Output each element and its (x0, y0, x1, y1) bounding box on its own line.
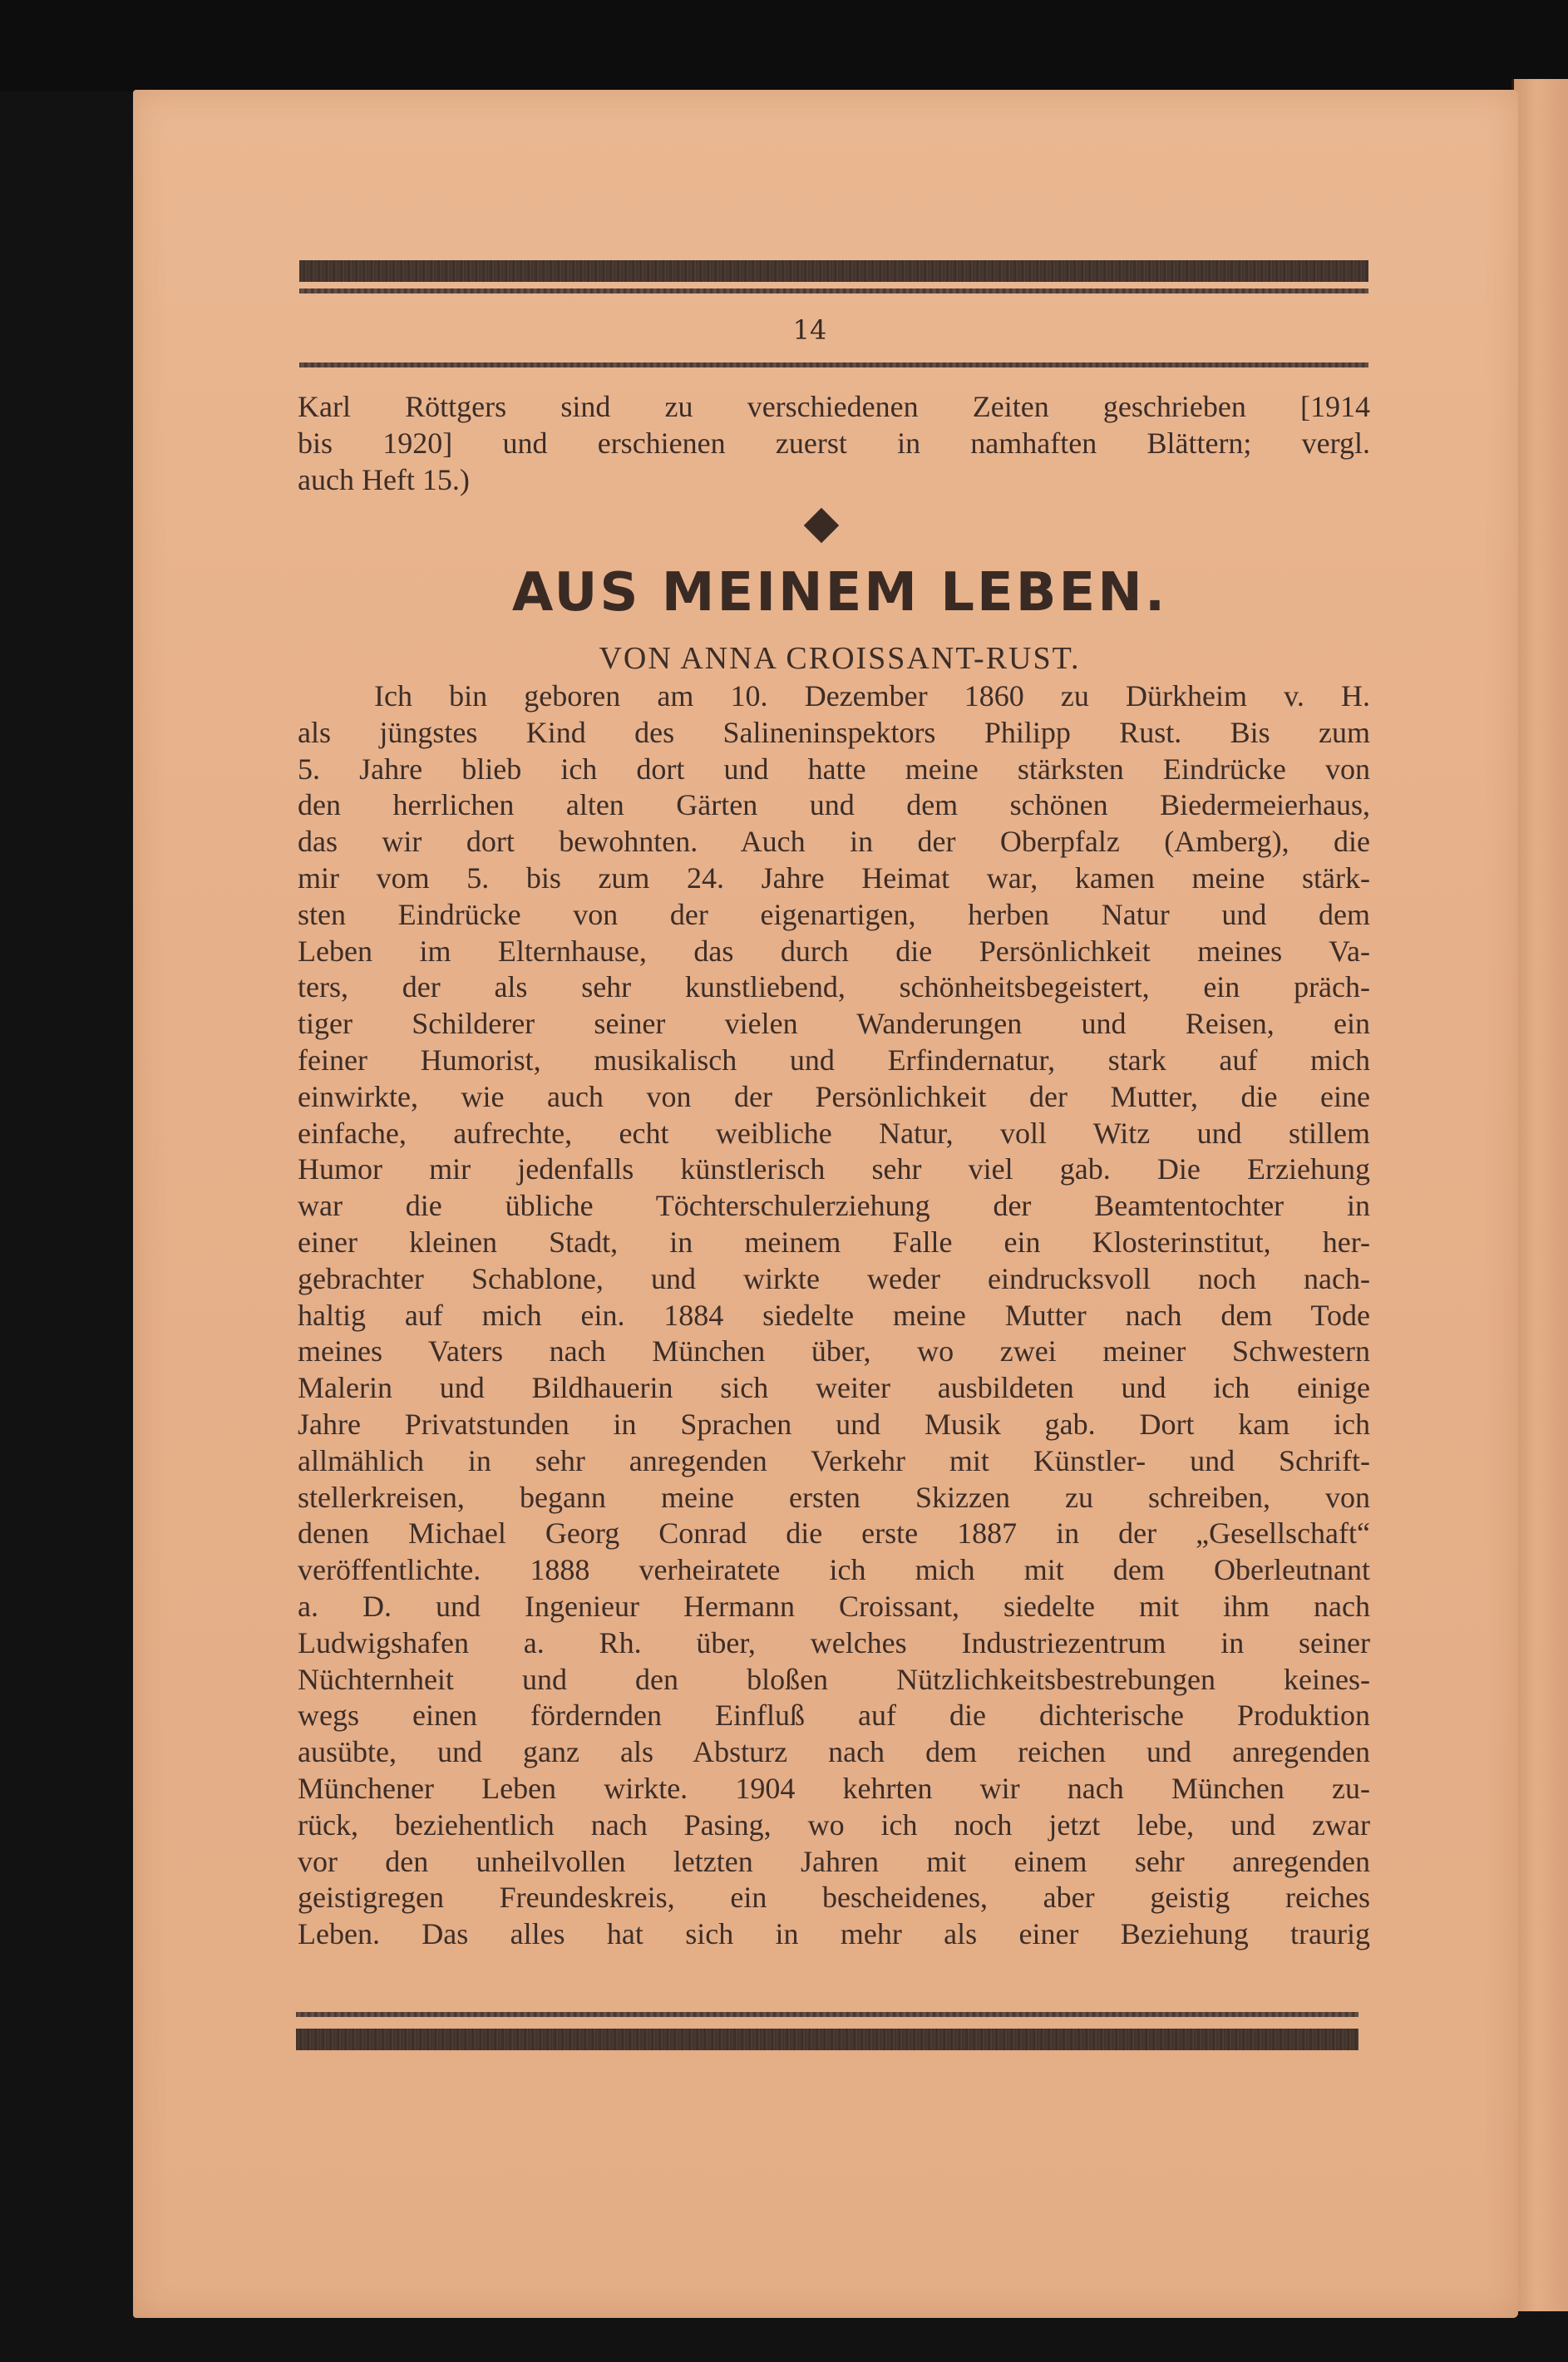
intro-line: Karl Röttgers sind zu verschiedenen Zeiten geschrieben [1914 (298, 390, 1370, 423)
body-line: veröffentlichte. 1888 verheiratete ich mich mit dem Oberleutnant (298, 1553, 1370, 1587)
top-rule-thin-1 (299, 288, 1368, 293)
body-line: Humor mir jedenfalls künstlerisch sehr viel gab. Die Erziehung (298, 1152, 1370, 1186)
body-line: haltig auf mich ein. 1884 siedelte meine Mutter nach dem Tode (298, 1298, 1370, 1332)
body-line: meines Vaters nach München über, wo zwei meiner Schwestern (298, 1334, 1370, 1368)
body-line: gebrachter Schablone, und wirkte weder eindrucksvoll noch nach- (298, 1261, 1370, 1295)
bottom-rule-thin (296, 2012, 1358, 2017)
article-body (298, 678, 1370, 1953)
intro-paragraph (298, 389, 1370, 498)
body-line: Nüchternheit und den bloßen Nützlichkeitsbestrebungen keines- (298, 1662, 1370, 1696)
top-rule-thick (299, 260, 1368, 282)
body-line: Ich bin geboren am 10. Dezember 1860 zu Dürkheim v. H. (374, 679, 1370, 713)
body-line: allmählich in sehr anregenden Verkehr mit Künstler- und Schrift- (298, 1443, 1370, 1477)
body-line: Ludwigshafen a. Rh. über, welches Industriezentrum in seiner (298, 1625, 1370, 1659)
body-line: stellerkreisen, begann meine ersten Skizzen zu schreiben, von (298, 1480, 1370, 1514)
adjacent-page-edge (1511, 79, 1568, 2311)
bottom-rule-thick (296, 2029, 1358, 2050)
body-line: den herrlichen alten Gärten und dem schönen Biedermeierhaus, (298, 788, 1370, 822)
top-rule-thin-2 (299, 362, 1368, 367)
body-line: einer kleinen Stadt, in meinem Falle ein Klosterinstitut, her- (298, 1225, 1370, 1259)
intro-line: auch Heft 15.) (298, 462, 470, 496)
body-line: Münchener Leben wirkte. 1904 kehrten wir nach München zu- (298, 1771, 1370, 1805)
body-line: a. D. und Ingenieur Hermann Croissant, siedelte mit ihm nach (298, 1589, 1370, 1623)
body-line: ters, der als sehr kunstliebend, schönheitsbegeistert, ein präch- (298, 970, 1370, 1004)
body-line: als jüngstes Kind des Salineninspektors Philipp Rust. Bis zum (298, 715, 1370, 749)
body-line: vor den unheilvollen letzten Jahren mit einem sehr anregenden (298, 1844, 1370, 1878)
scan-background (0, 0, 1568, 91)
body-line: feiner Humorist, musikalisch und Erfindernatur, stark auf mich (298, 1043, 1370, 1077)
body-line: das wir dort bewohnten. Auch in der Oberpfalz (Amberg), die (298, 825, 1370, 859)
body-line: Malerin und Bildhauerin sich weiter ausbildeten und ich einige (298, 1371, 1370, 1405)
body-line: ausübte, und ganz als Absturz nach dem reichen und anregenden (298, 1735, 1370, 1769)
body-line: Leben im Elternhause, das durch die Persönlichkeit meines Va- (298, 934, 1370, 968)
body-line: war die übliche Töchterschulerziehung der Beamtentochter in (298, 1189, 1370, 1223)
body-line: denen Michael Georg Conrad die erste 1887 in der „Gesellschaft“ (298, 1516, 1370, 1551)
body-line: mir vom 5. bis zum 24. Jahre Heimat war, kamen meine stärk- (298, 860, 1370, 895)
body-line: rück, beziehentlich nach Pasing, wo ich noch jetzt lebe, und zwar (298, 1807, 1370, 1842)
body-line: 5. Jahre blieb ich dort und hatte meine stärksten Eindrücke von (298, 752, 1370, 786)
article-title: AUS MEINEM LEBEN. (511, 562, 1168, 624)
body-line: einfache, aufrechte, echt weibliche Natur, voll Witz und stillem (298, 1116, 1370, 1150)
body-line: geistigregen Freundeskreis, ein bescheidenes, aber geistig reiches (298, 1881, 1370, 1915)
page-number: 14 (792, 314, 827, 346)
intro-line: bis 1920] und erschienen zuerst in namhaften Blättern; vergl. (298, 426, 1370, 460)
body-line: sten Eindrücke von der eigenartigen, herben Natur und dem (298, 897, 1370, 931)
article-byline: VON ANNA CROISSANT-RUST. (599, 641, 1081, 676)
body-line: Jahre Privatstunden in Sprachen und Musik gab. Dort kam ich (298, 1407, 1370, 1441)
body-line: Leben. Das alles hat sich in mehr als einer Beziehung traurig (298, 1917, 1370, 1951)
body-line: einwirkte, wie auch von der Persönlichkeit der Mutter, die eine (298, 1079, 1370, 1113)
body-line: wegs einen fördernden Einfluß auf die dichterische Produktion (298, 1699, 1370, 1733)
body-line: tiger Schilderer seiner vielen Wanderungen und Reisen, ein (298, 1007, 1370, 1041)
